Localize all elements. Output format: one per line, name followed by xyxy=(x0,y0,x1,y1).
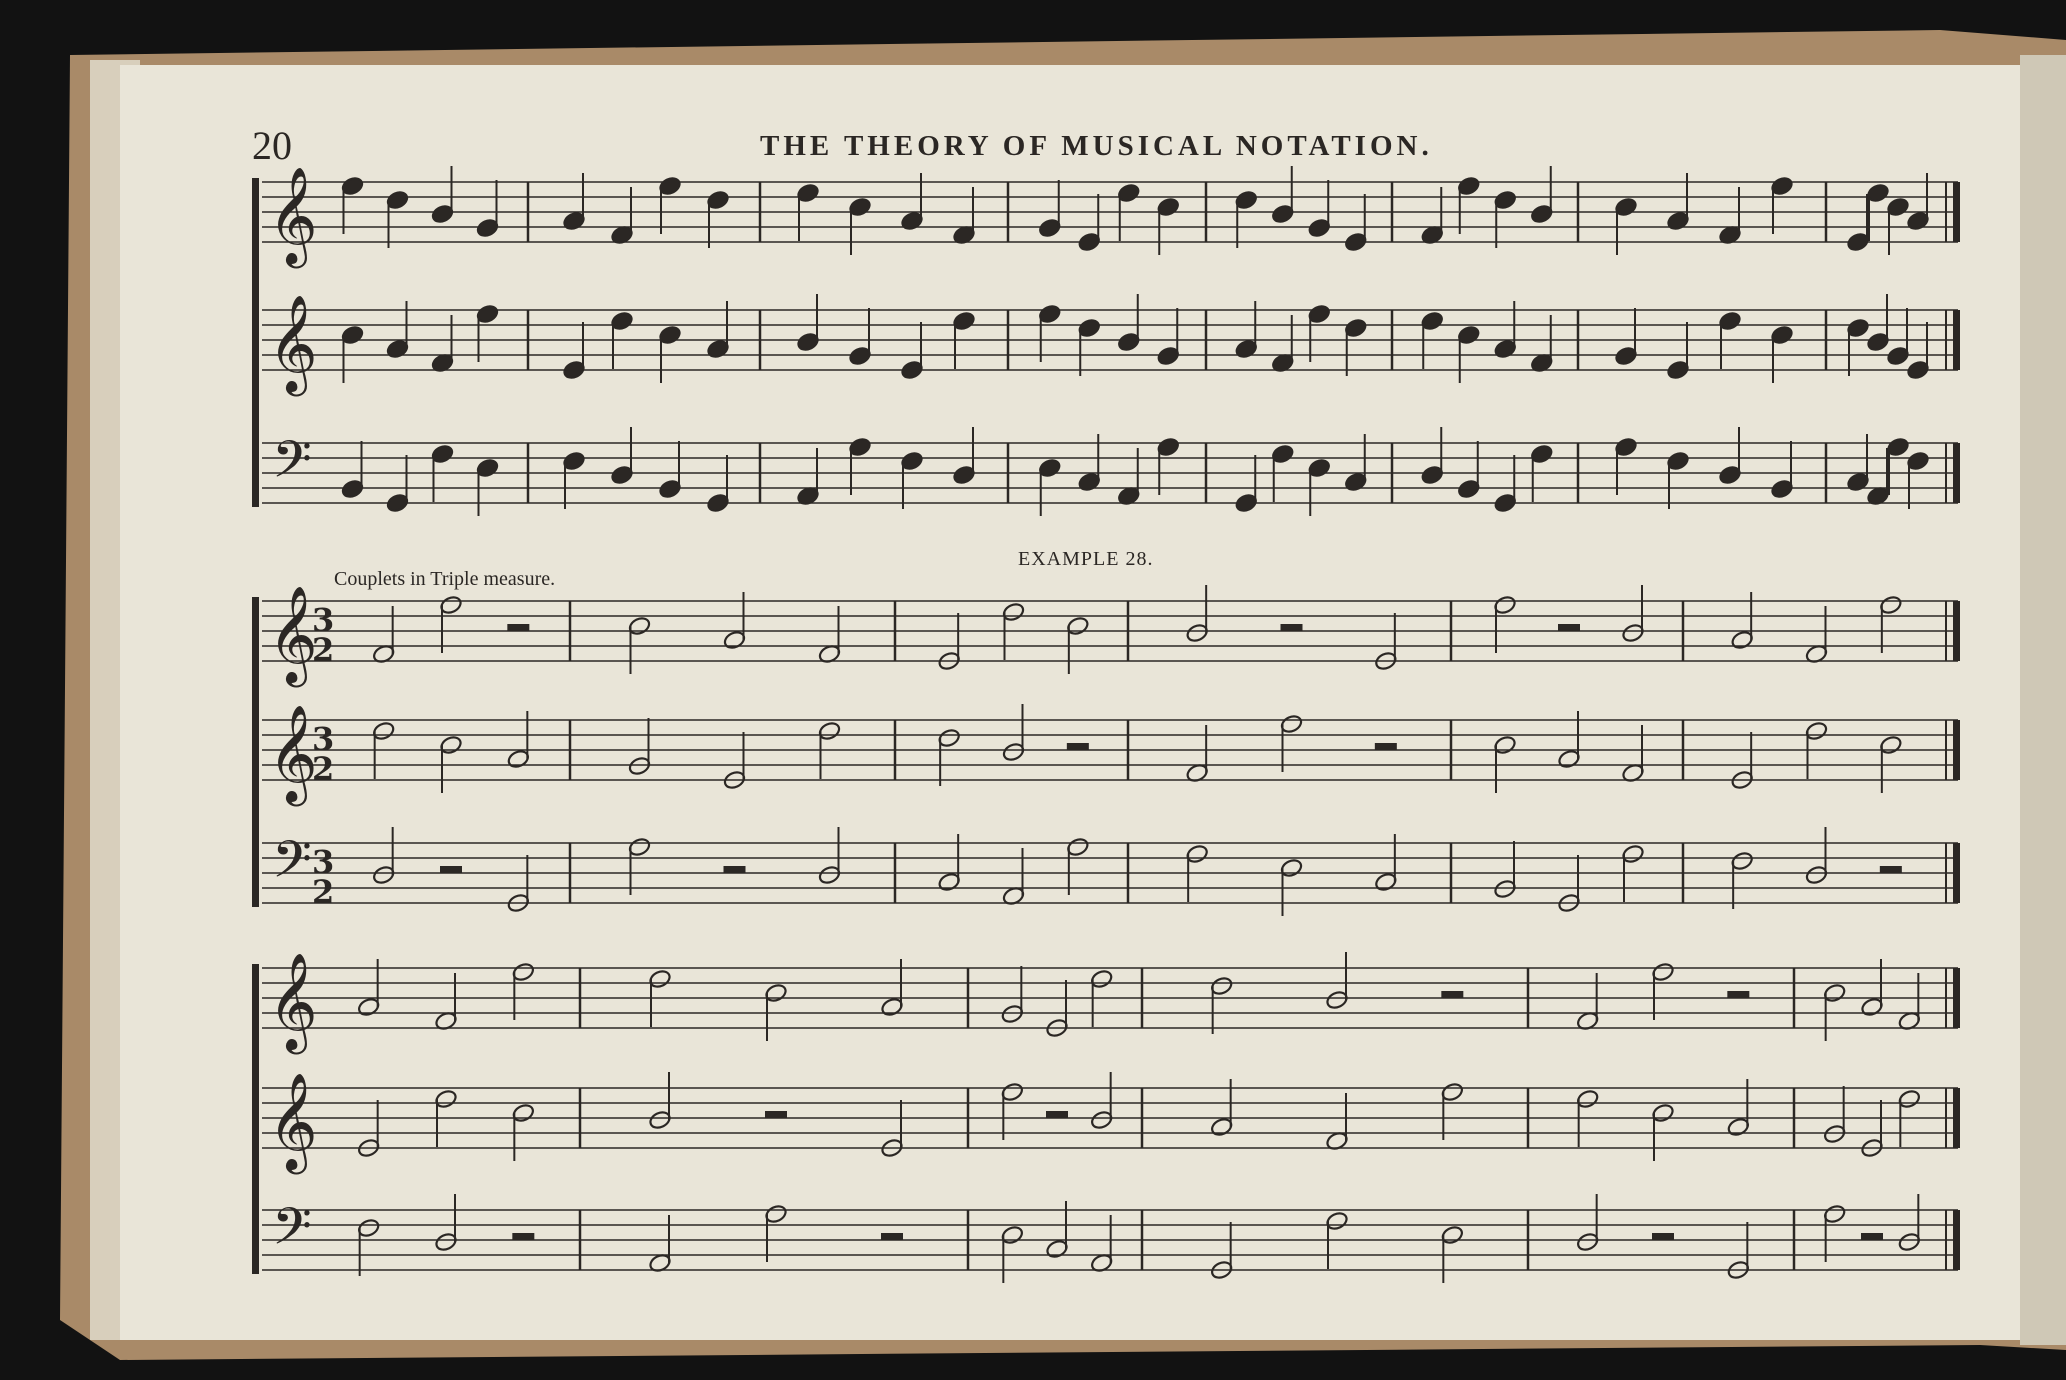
time-signature-bottom: 2 xyxy=(312,873,335,911)
half-rest xyxy=(1067,743,1089,750)
half-rest xyxy=(1727,991,1749,998)
half-rest xyxy=(765,1111,787,1118)
half-rest xyxy=(1558,624,1580,631)
system-brace xyxy=(252,597,259,907)
treble-clef-icon: 𝄞 xyxy=(268,294,318,392)
half-rest xyxy=(1046,1111,1068,1118)
system-brace xyxy=(252,178,259,507)
final-bar-line xyxy=(1953,843,1960,903)
half-rest xyxy=(507,624,529,631)
half-rest xyxy=(1861,1233,1883,1240)
example-subtitle: Couplets in Triple measure. xyxy=(334,568,556,590)
half-rest xyxy=(1281,624,1303,631)
half-rest xyxy=(1880,866,1902,873)
half-rest xyxy=(1375,743,1397,750)
page-number: 20 xyxy=(252,123,292,168)
final-bar-line xyxy=(1953,1088,1960,1148)
half-rest xyxy=(440,866,462,873)
running-title: THE THEORY OF MUSICAL NOTATION. xyxy=(760,130,1433,162)
treble-clef-icon: 𝄞 xyxy=(268,585,318,683)
final-bar-line xyxy=(1953,443,1960,503)
final-bar-line xyxy=(1953,720,1960,780)
final-bar-line xyxy=(1953,968,1960,1028)
treble-clef-icon: 𝄞 xyxy=(268,1072,318,1170)
final-bar-line xyxy=(1953,601,1960,661)
bass-clef-icon: 𝄢 xyxy=(272,429,312,502)
final-bar-line xyxy=(1953,310,1960,370)
half-rest xyxy=(1441,991,1463,998)
treble-clef-icon: 𝄞 xyxy=(268,952,318,1050)
time-signature-bottom: 2 xyxy=(312,750,335,788)
spine-shadow xyxy=(2020,55,2066,1345)
bass-clef-icon: 𝄢 xyxy=(272,829,312,902)
final-bar-line xyxy=(1953,1210,1960,1270)
example-label: EXAMPLE 28. xyxy=(1018,548,1154,570)
time-signature-top: 3 xyxy=(312,720,335,758)
half-rest xyxy=(512,1233,534,1240)
treble-clef-icon: 𝄞 xyxy=(268,704,318,802)
final-bar-line xyxy=(1953,182,1960,242)
treble-clef-icon: 𝄞 xyxy=(268,166,318,264)
time-signature-bottom: 2 xyxy=(312,631,335,669)
half-rest xyxy=(881,1233,903,1240)
time-signature-top: 3 xyxy=(312,843,335,881)
time-signature-top: 3 xyxy=(312,601,335,639)
bass-clef-icon: 𝄢 xyxy=(272,1196,312,1269)
half-rest xyxy=(1652,1233,1674,1240)
system-brace xyxy=(252,964,259,1274)
half-rest xyxy=(724,866,746,873)
